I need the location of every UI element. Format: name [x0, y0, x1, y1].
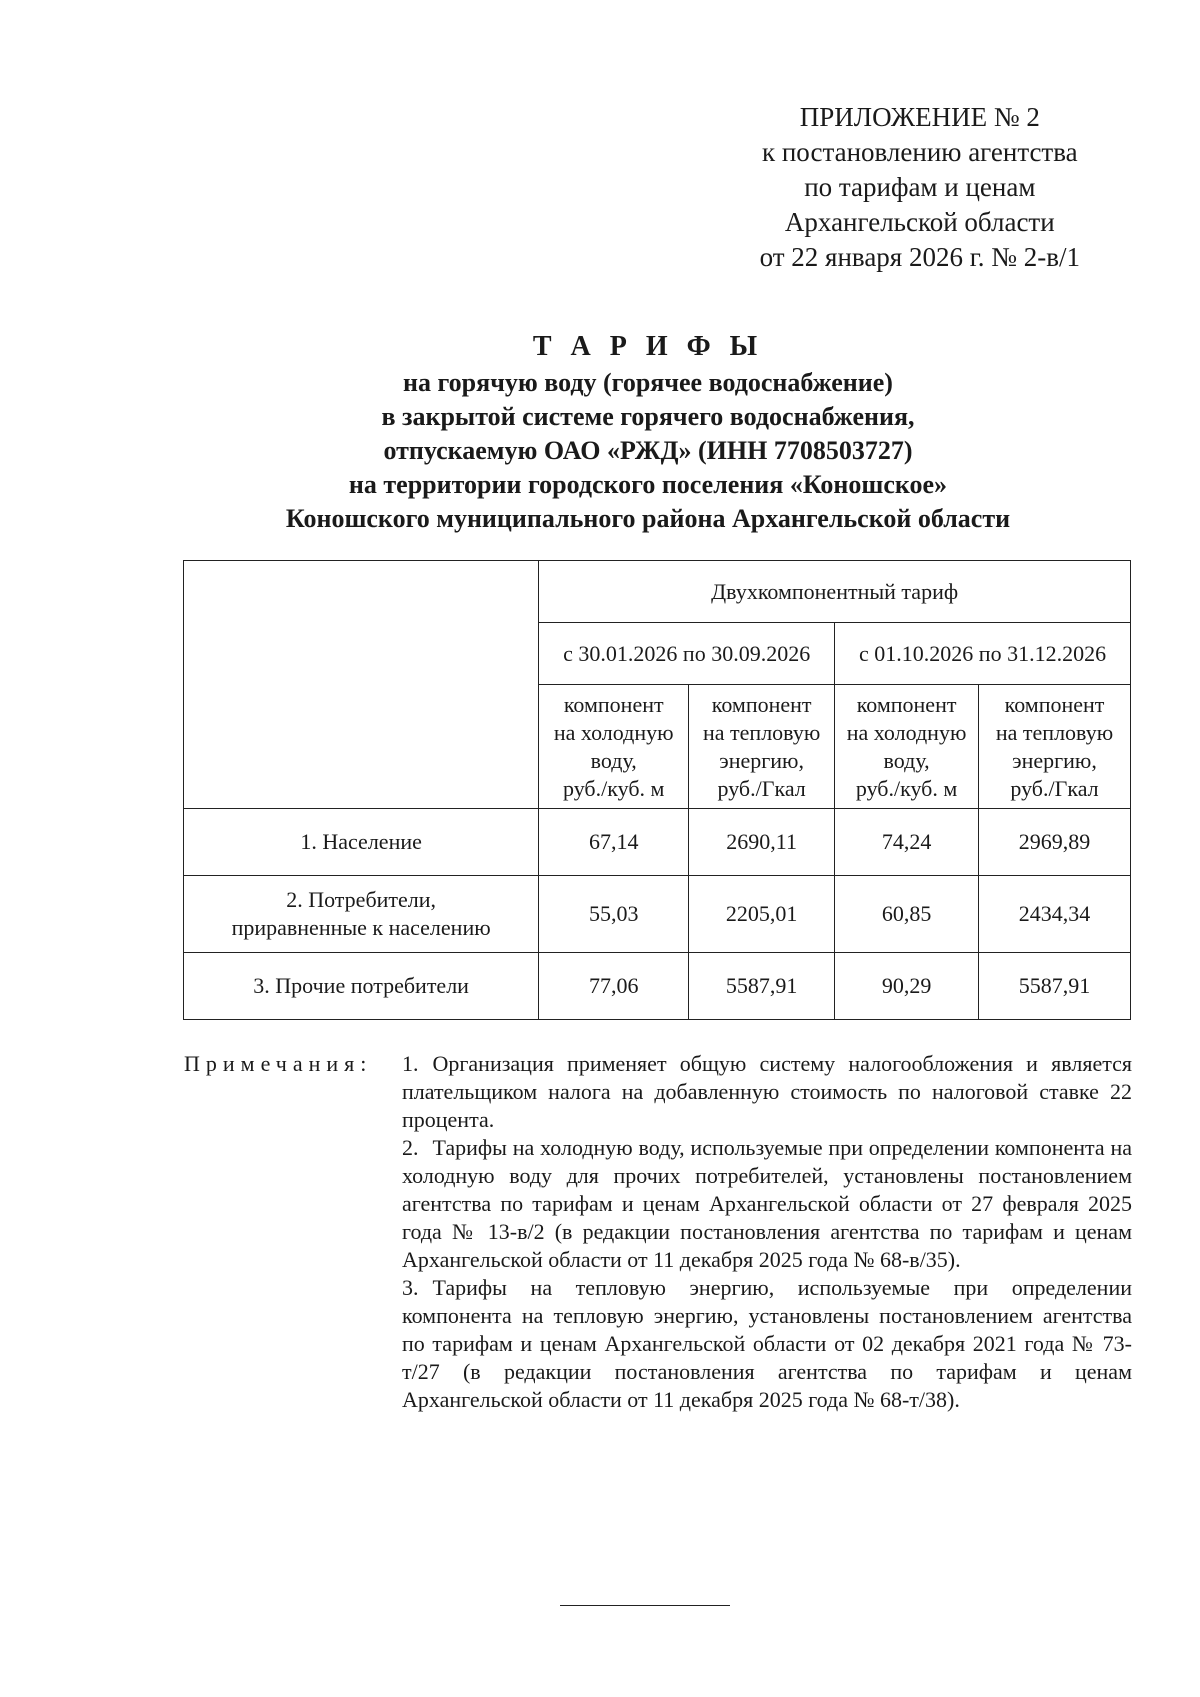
component-header [539, 685, 689, 809]
tariff-type-header: Двухкомпонентный тариф [539, 561, 1131, 623]
value-cell: 2434,34 [979, 876, 1131, 953]
period-header: с 01.10.2026 по 31.12.2026 [835, 623, 1131, 685]
note-item [402, 1050, 1132, 1134]
value-cell: 2205,01 [689, 876, 835, 953]
note-text: Тарифы на холодную воду, используемые при определении компонента на холодную воду для прочих потребителей, установлены постановлением агентства по тарифам и ценам Архангельской области от 27 февраля 2025 года № 13-в/2 (в редакции постановления агентства по тарифам и ценам Архангельской области от 11 декабря 2025 года № 68-в/35). [402, 1135, 1132, 1272]
value-cell: 5587,91 [689, 953, 835, 1020]
component-header [835, 685, 979, 809]
component-header-line: руб./куб. м [563, 775, 665, 801]
component-header-line: воду, [590, 747, 637, 773]
component-header-line: руб./куб. м [855, 775, 958, 801]
appendix-header [760, 100, 1080, 275]
document-title: Т А Р И Ф Ы [532, 331, 764, 362]
note-text: Тарифы на тепловую энергию, используемые при определении компонента на тепловую энергию, установлены постановлением агентства по тарифам и ценам Архангельской области от 02 декабря 2021 года № 73-т/27 (в редакции постановления агентства по тарифам и ценам Архангельской области от 11 декабря 2025 года № 68-т/38). [402, 1275, 1132, 1412]
value-cell: 90,29 [835, 953, 979, 1020]
note-number: 1. [402, 1051, 419, 1076]
heading-line: на территории городского поселения «Коношское» [348, 470, 948, 499]
end-separator-line [560, 1605, 730, 1606]
component-header-line: на холодную [553, 719, 674, 745]
row-label-line: 2. Потребители, [286, 887, 437, 912]
component-header-line: компонент [563, 691, 664, 717]
component-header-line: энергию, [719, 747, 804, 773]
appendix-line: по тарифам и ценам [804, 172, 1036, 202]
row-label [184, 953, 539, 1020]
component-header-line: воду, [883, 747, 930, 773]
appendix-line: ПРИЛОЖЕНИЕ № 2 [799, 102, 1040, 132]
heading-line: отпускаемую ОАО «РЖД» (ИНН 7708503727) [383, 436, 913, 465]
heading-line: Коношского муниципального района Архангельской области [285, 504, 1011, 533]
heading-line: в закрытой системе горячего водоснабжения, [381, 402, 915, 431]
table-row [184, 876, 1131, 953]
row-label [184, 809, 539, 876]
value-cell: 55,03 [539, 876, 689, 953]
period-header: с 30.01.2026 по 30.09.2026 [539, 623, 835, 685]
heading-line: на горячую воду (горячее водоснабжение) [403, 368, 893, 397]
notes-list [402, 1050, 1132, 1414]
value-cell: 2969,89 [979, 809, 1131, 876]
component-header-line: компонент [711, 691, 812, 717]
table-row [184, 809, 1131, 876]
value-cell: 5587,91 [979, 953, 1131, 1020]
component-header [979, 685, 1131, 809]
row-label-line: 1. Население [300, 829, 422, 854]
row-label-line: приравненные к населению [231, 915, 491, 940]
table-row [184, 953, 1131, 1020]
table-header-row [184, 561, 1131, 623]
component-header-line: на тепловую [703, 719, 821, 745]
tariff-table [183, 560, 1131, 1020]
empty-header-cell [184, 561, 539, 809]
component-header-line: руб./Гкал [1010, 775, 1099, 801]
note-item [402, 1134, 1132, 1274]
note-item [402, 1274, 1132, 1414]
notes-label: Примечания: [184, 1051, 373, 1076]
component-header-line: на тепловую [995, 719, 1114, 745]
component-header [689, 685, 835, 809]
value-cell: 67,14 [539, 809, 689, 876]
component-header-line: руб./Гкал [717, 775, 806, 801]
appendix-line: от 22 января 2026 г. № 2-в/1 [759, 242, 1080, 272]
value-cell: 74,24 [835, 809, 979, 876]
appendix-line: Архангельской области [784, 207, 1055, 237]
component-header-line: на холодную [846, 719, 967, 745]
note-number: 2. [402, 1135, 419, 1160]
value-cell: 60,85 [835, 876, 979, 953]
appendix-line: к постановлению агентства [761, 137, 1078, 167]
note-number: 3. [402, 1275, 419, 1300]
value-cell: 77,06 [539, 953, 689, 1020]
row-label-line: 3. Прочие потребители [253, 973, 469, 998]
document-heading [0, 330, 1200, 536]
component-header-line: компонент [1004, 691, 1105, 717]
note-text: Организация применяет общую систему налогообложения и является плательщиком налога на добавленную стоимость по налоговой ставке 22 процента. [402, 1051, 1132, 1132]
component-header-line: энергию, [1012, 747, 1097, 773]
row-label [184, 876, 539, 953]
component-header-line: компонент [856, 691, 957, 717]
value-cell: 2690,11 [689, 809, 835, 876]
